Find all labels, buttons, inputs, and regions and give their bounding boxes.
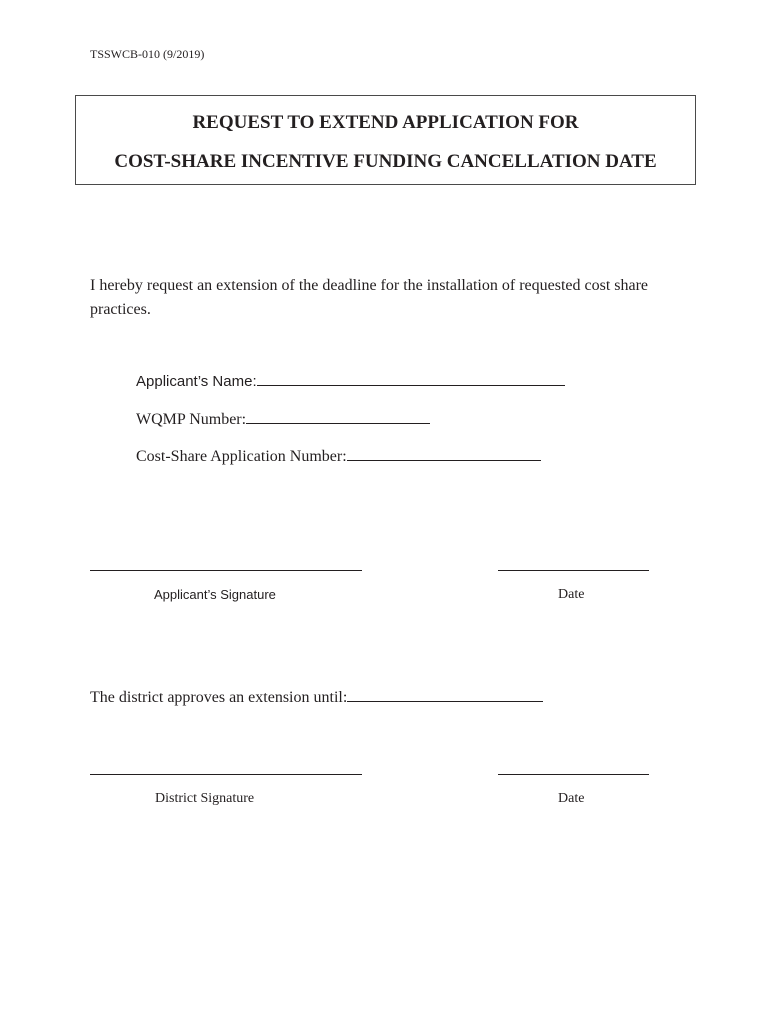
form-code: TSSWCB-010 (9/2019) [90, 47, 205, 61]
approval-row [90, 687, 543, 707]
application-number-row [136, 446, 541, 466]
form-title-line-2: COST-SHARE INCENTIVE FUNDING CANCELLATION DATE [114, 151, 657, 172]
applicant-name-row [136, 371, 565, 391]
applicant-name-field[interactable] [257, 371, 565, 386]
applicant-name-label: Applicant’s Name: [136, 373, 257, 390]
applicant-date-caption: Date [558, 587, 585, 602]
wqmp-number-label: WQMP Number: [136, 411, 247, 428]
wqmp-number-field[interactable] [246, 409, 430, 424]
approval-label: The district approves an extension until: [90, 689, 348, 706]
applicant-signature-caption: Applicant’s Signature [154, 587, 276, 602]
applicant-date-line[interactable] [498, 570, 649, 571]
application-number-label: Cost-Share Application Number: [136, 448, 347, 465]
form-title-line-1: REQUEST TO EXTEND APPLICATION FOR [192, 112, 579, 133]
application-number-field[interactable] [347, 446, 541, 461]
title-box [75, 95, 696, 185]
district-signature-line[interactable] [90, 774, 362, 775]
district-date-caption: Date [558, 791, 585, 806]
wqmp-number-row [136, 409, 430, 429]
district-signature-caption: District Signature [155, 791, 255, 806]
district-date-line[interactable] [498, 774, 649, 775]
request-statement: I hereby request an extension of the deadline for the installation of requested cost share practices. [90, 277, 649, 318]
approval-date-field[interactable] [347, 687, 543, 702]
applicant-signature-line[interactable] [90, 570, 362, 571]
